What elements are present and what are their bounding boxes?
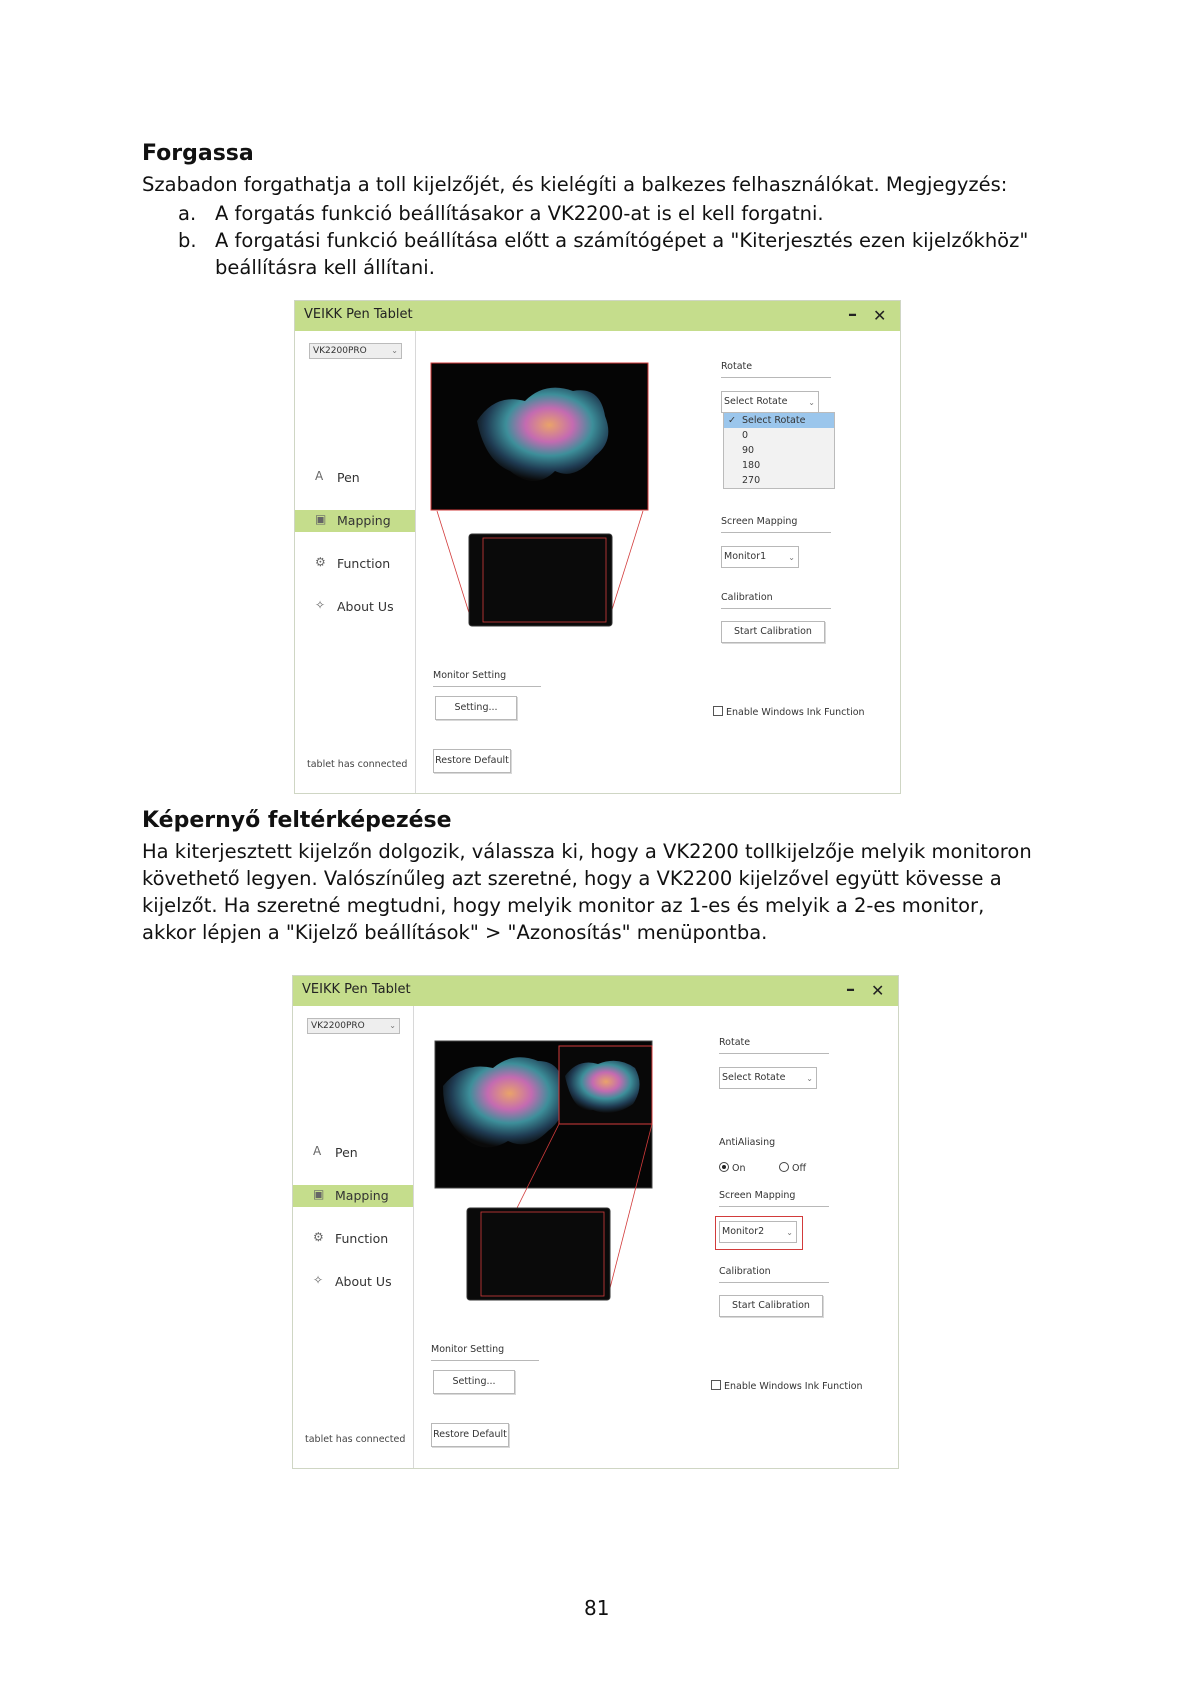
sidebar-item-mapping[interactable] xyxy=(293,1185,413,1207)
rotate-intro: Szabadon forgathatja a toll kijelzőjét, és kielégíti a balkezes felhasználókat. Megjegyzés: xyxy=(142,173,1008,196)
device-select-value: VK2200PRO xyxy=(311,1021,365,1031)
section-heading-screen-mapping: Képernyő feltérképezése xyxy=(142,808,452,833)
sidebar-item-label: Pen xyxy=(337,470,360,485)
divider xyxy=(719,1206,829,1207)
restore-default-button[interactable]: Restore Default xyxy=(431,1423,509,1447)
restore-default-button[interactable]: Restore Default xyxy=(433,749,511,773)
radio-dot[interactable] xyxy=(719,1162,729,1172)
calibration-label: Calibration xyxy=(721,592,773,603)
screen-mapping-value: Monitor1 xyxy=(724,551,767,562)
paragraph-line: kijelzőt. Ha szeretné megtudni, hogy melyik monitor az 1-es és melyik a 2-es monitor, xyxy=(142,894,985,917)
device-select[interactable] xyxy=(309,343,402,359)
chevron-down-icon: ⌄ xyxy=(786,1228,793,1237)
tablet-preview xyxy=(469,534,612,626)
sidebar-item-label: Mapping xyxy=(337,513,391,528)
sidebar-item-pen[interactable] xyxy=(295,467,415,489)
about-icon: ✧ xyxy=(315,598,326,612)
sidebar-item-about-us[interactable] xyxy=(295,596,415,618)
tablet-preview xyxy=(467,1208,610,1300)
antialiasing-off-radio[interactable]: Off xyxy=(779,1162,806,1174)
sidebar-item-label: Function xyxy=(337,556,391,571)
calibration-label: Calibration xyxy=(719,1266,771,1277)
rotate-label: Rotate xyxy=(719,1037,751,1048)
chevron-down-icon: ⌄ xyxy=(788,553,795,562)
window-title: VEIKK Pen Tablet xyxy=(302,982,411,997)
list-marker: a. xyxy=(178,202,197,225)
divider xyxy=(431,1360,539,1361)
minimize-button[interactable]: – xyxy=(848,304,857,325)
dropdown-option[interactable]: 0 xyxy=(742,430,749,441)
divider xyxy=(433,686,541,687)
list-item: A forgatás funkció beállításakor a VK2200-at is el kell forgatni. xyxy=(215,202,824,225)
chevron-down-icon: ⌄ xyxy=(808,398,815,407)
pen-icon: A xyxy=(313,1144,322,1158)
gear-icon: ⚙ xyxy=(315,555,326,569)
sidebar-item-function[interactable] xyxy=(293,1228,413,1250)
windows-ink-label: Enable Windows Ink Function xyxy=(724,1381,863,1392)
sidebar-item-label: Function xyxy=(335,1231,389,1246)
pen-icon: A xyxy=(315,469,324,483)
screen-mapping-label: Screen Mapping xyxy=(721,516,798,527)
rotate-select[interactable] xyxy=(719,1067,817,1089)
antialiasing-label: AntiAliasing xyxy=(719,1137,776,1148)
start-calibration-button[interactable]: Start Calibration xyxy=(721,621,825,643)
paragraph-line: akkor lépjen a "Kijelző beállítások" > "Azonosítás" menüpontba. xyxy=(142,921,768,944)
rotate-select[interactable] xyxy=(721,391,819,413)
mapping-preview xyxy=(413,1006,713,1306)
screen-mapping-select[interactable] xyxy=(719,1221,797,1243)
radio-dot[interactable] xyxy=(779,1162,789,1172)
setting-button[interactable]: Setting... xyxy=(433,1370,515,1394)
gear-icon: ⚙ xyxy=(313,1230,324,1244)
start-calibration-button[interactable]: Start Calibration xyxy=(719,1295,823,1317)
dropdown-option[interactable]: ✓ Select Rotate xyxy=(724,413,834,428)
sidebar-item-label: Mapping xyxy=(335,1188,389,1203)
divider xyxy=(721,377,831,378)
mapping-icon: ▣ xyxy=(315,512,327,526)
section-heading-rotate: Forgassa xyxy=(142,141,254,166)
screen-mapping-label: Screen Mapping xyxy=(719,1190,796,1201)
screen-mapping-select[interactable] xyxy=(721,546,799,568)
sidebar-item-label: Pen xyxy=(335,1145,358,1160)
about-icon: ✧ xyxy=(313,1273,324,1287)
sidebar-item-about-us[interactable] xyxy=(293,1271,413,1293)
chevron-down-icon: ⌄ xyxy=(391,346,398,355)
setting-button[interactable]: Setting... xyxy=(435,696,517,720)
divider xyxy=(719,1053,829,1054)
paragraph-line: Ha kiterjesztett kijelzőn dolgozik, válassza ki, hogy a VK2200 tollkijelzője melyik monitoron xyxy=(142,840,1032,863)
connection-status: tablet has connected xyxy=(305,1434,406,1445)
divider xyxy=(721,608,831,609)
projection-line xyxy=(437,511,470,616)
list-marker: b. xyxy=(178,229,197,252)
title-bar xyxy=(293,976,898,1006)
mapping-preview xyxy=(415,331,715,631)
monitor-setting-label: Monitor Setting xyxy=(431,1344,505,1355)
dropdown-option[interactable]: 90 xyxy=(742,445,755,456)
minimize-button[interactable]: – xyxy=(846,979,855,1000)
sidebar-item-function[interactable] xyxy=(295,553,415,575)
close-button[interactable]: ✕ xyxy=(871,981,885,1000)
chevron-down-icon: ⌄ xyxy=(389,1021,396,1030)
windows-ink-checkbox[interactable] xyxy=(711,1380,863,1392)
sidebar-item-pen[interactable] xyxy=(293,1142,413,1164)
app-window-rotate xyxy=(294,300,901,794)
checkbox-box[interactable] xyxy=(711,1380,721,1390)
dropdown-option[interactable]: 180 xyxy=(742,460,761,471)
monitor-setting-label: Monitor Setting xyxy=(433,670,507,681)
divider xyxy=(719,1282,829,1283)
sidebar xyxy=(293,1006,414,1468)
dropdown-option[interactable]: 270 xyxy=(742,475,761,486)
device-select-value: VK2200PRO xyxy=(313,346,367,356)
chevron-down-icon: ⌄ xyxy=(806,1074,813,1083)
divider xyxy=(721,532,831,533)
window-title: VEIKK Pen Tablet xyxy=(304,307,413,322)
rotate-label: Rotate xyxy=(721,361,753,372)
title-bar xyxy=(295,301,900,331)
projection-line xyxy=(610,511,643,616)
mapping-icon: ▣ xyxy=(313,1187,325,1201)
sidebar-item-label: About Us xyxy=(335,1274,392,1289)
app-window-screen-mapping xyxy=(292,975,899,1469)
windows-ink-label: Enable Windows Ink Function xyxy=(726,707,865,718)
connection-status: tablet has connected xyxy=(307,759,408,770)
sidebar-item-label: About Us xyxy=(337,599,394,614)
rotate-dropdown xyxy=(723,412,835,489)
close-button[interactable]: ✕ xyxy=(873,306,887,325)
paragraph-line: követhető legyen. Valószínűleg azt szeretné, hogy a VK2200 kijelzővel együtt kövesse a xyxy=(142,867,1002,890)
rotate-select-value: Select Rotate xyxy=(722,1072,786,1083)
antialiasing-on-radio[interactable]: On xyxy=(719,1162,746,1174)
device-select[interactable] xyxy=(307,1018,400,1034)
sidebar xyxy=(295,331,416,793)
sidebar-item-mapping[interactable] xyxy=(295,510,415,532)
page-number: 81 xyxy=(584,1596,610,1620)
windows-ink-checkbox[interactable] xyxy=(713,706,865,718)
screen-mapping-value: Monitor2 xyxy=(722,1226,765,1237)
rotate-select-value: Select Rotate xyxy=(724,396,788,407)
list-item: A forgatási funkció beállítása előtt a számítógépet a "Kiterjesztés ezen kijelzőkhöz" xyxy=(215,229,1029,252)
check-icon: ✓ xyxy=(728,415,736,426)
list-item-continued: beállításra kell állítani. xyxy=(215,256,435,279)
checkbox-box[interactable] xyxy=(713,706,723,716)
